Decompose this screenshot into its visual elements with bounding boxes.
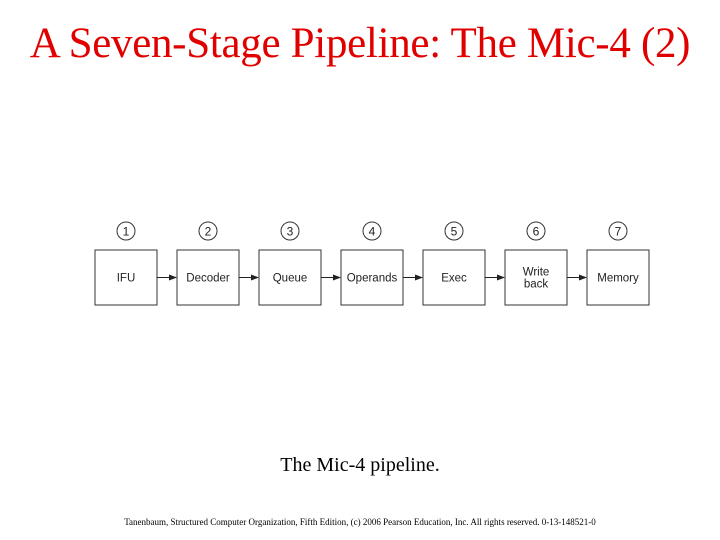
stage-label: IFU <box>116 272 136 285</box>
stage-number: 7 <box>614 224 622 239</box>
stage-label: Exec <box>441 272 467 285</box>
stage-label: Decoder <box>186 272 230 285</box>
stage-2 <box>177 222 239 305</box>
stage-4 <box>341 222 403 305</box>
stage-6 <box>505 222 567 305</box>
stage-label: back <box>523 278 549 291</box>
stage-3 <box>259 222 321 305</box>
stage-label: Memory <box>597 272 639 285</box>
pipeline-stages <box>95 222 649 305</box>
copyright-footer: Tanenbaum, Structured Computer Organization, Fifth Edition, (c) 2006 Pearson Education, Inc. All rights reserved. 0-13-148521-0 <box>124 517 596 527</box>
stage-number: 3 <box>286 224 294 239</box>
stage-7 <box>587 222 649 305</box>
figure-caption: The Mic-4 pipeline. <box>280 454 440 476</box>
stage-label: Operands <box>346 272 398 285</box>
slide-title: A Seven-Stage Pipeline: The Mic-4 (2) <box>29 20 691 67</box>
stage-label: Write <box>522 266 550 279</box>
stage-label: Queue <box>272 272 308 285</box>
stage-number: 4 <box>368 224 376 239</box>
stage-number: 6 <box>532 224 540 239</box>
stage-number: 2 <box>204 224 212 239</box>
stage-number: 5 <box>450 224 458 239</box>
stage-1 <box>95 222 157 305</box>
stage-5 <box>423 222 485 305</box>
stage-number: 1 <box>122 224 130 239</box>
